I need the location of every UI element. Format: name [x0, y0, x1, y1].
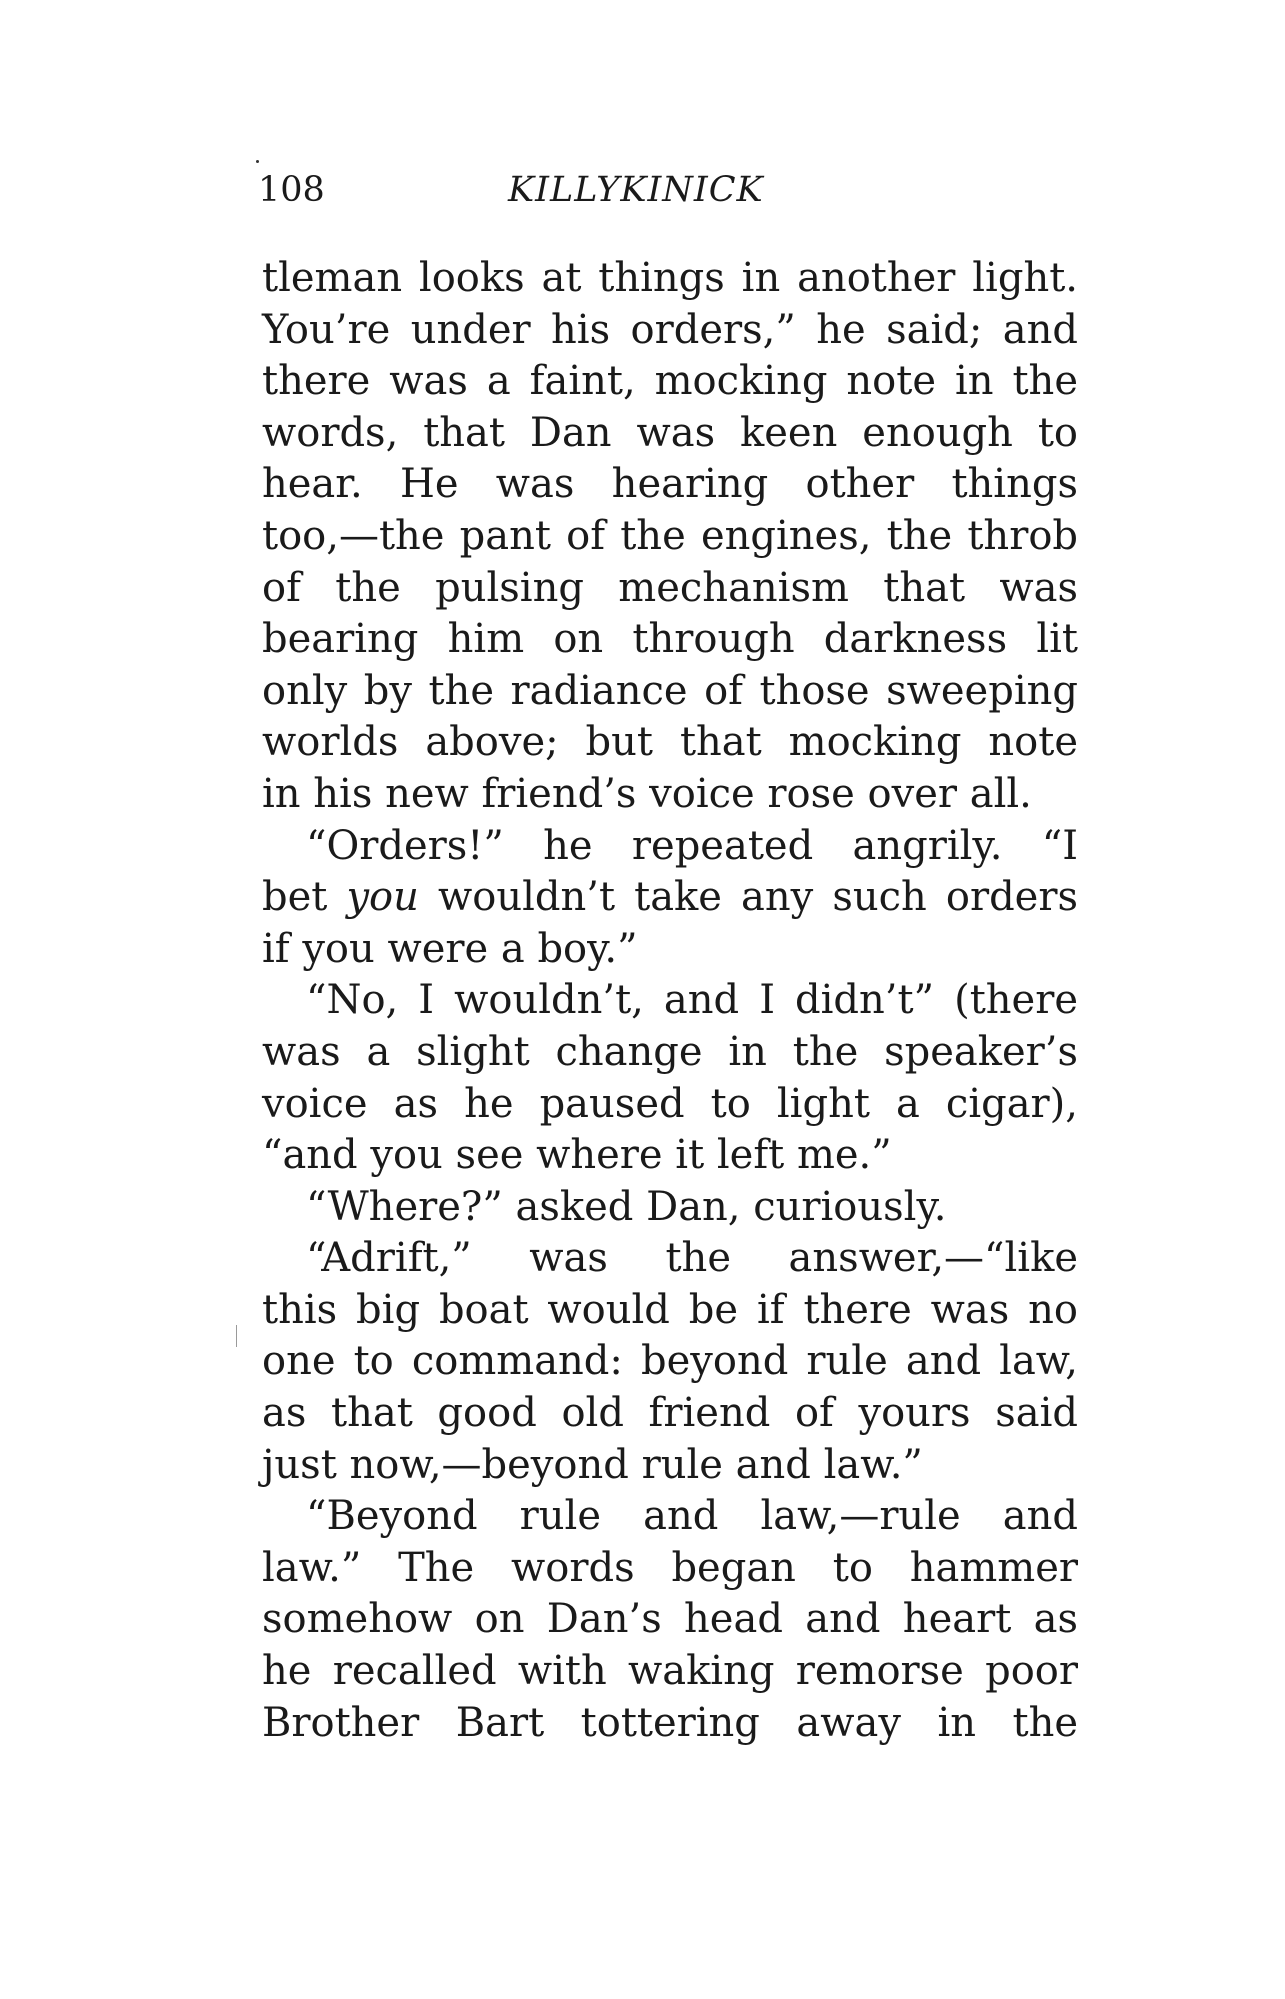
line-remainder: wouldn’t take any such orders	[438, 874, 1079, 921]
text-line: as that good old friend of yours said	[262, 1390, 1078, 1437]
text-line: of the pulsing mechanism that was	[262, 564, 1078, 611]
word-bet: bet	[262, 874, 328, 921]
text-line: this big boat would be if there was no	[262, 1286, 1078, 1333]
text-line: Brother Bart tottering away in the	[262, 1699, 1078, 1746]
text-line: if you were a boy.”	[262, 925, 638, 972]
text-line: “Beyond rule and law,—rule and	[306, 1493, 1078, 1540]
text-line: he recalled with waking remorse poor	[262, 1648, 1078, 1695]
text-line-emphasis	[262, 872, 1078, 924]
text-line: law.” The words began to hammer	[262, 1544, 1078, 1591]
text-line: too,—the pant of the engines, the throb	[262, 512, 1078, 559]
text-line: voice as he paused to light a cigar),	[262, 1080, 1078, 1127]
print-speck	[256, 160, 259, 163]
text-line: bearing him on through darkness lit	[262, 616, 1078, 663]
text-line: just now,—beyond rule and law.”	[262, 1441, 923, 1488]
text-line: “and you see where it left me.”	[262, 1132, 892, 1179]
text-line: tleman looks at things in another light.	[262, 255, 1078, 301]
book-title: KILLYKINICK	[508, 170, 764, 210]
text-line: was a slight change in the speaker’s	[262, 1028, 1078, 1075]
text-line: “No, I wouldn’t, and I didn’t” (there	[306, 977, 1078, 1024]
body-text	[262, 253, 1078, 1749]
text-line: “Where?” asked Dan, curiously.	[306, 1183, 947, 1230]
text-line: one to command: beyond rule and law,	[262, 1338, 1078, 1385]
text-line: “Orders!” he repeated angrily. “I	[306, 822, 1078, 869]
text-line: You’re under his orders,” he said; and	[262, 306, 1078, 353]
text-line: in his new friend’s voice rose over all.	[262, 770, 1032, 817]
text-line: words, that Dan was keen enough to	[262, 409, 1078, 456]
text-line: somehow on Dan’s head and heart as	[262, 1596, 1078, 1643]
text-line: “Adrift,” was the answer,—“like	[306, 1235, 1078, 1282]
running-head	[258, 165, 1078, 215]
text-line: hear. He was hearing other things	[262, 461, 1078, 508]
text-line: worlds above; but that mocking note	[262, 719, 1078, 766]
margin-mark	[236, 1325, 237, 1347]
page-number: 108	[258, 170, 325, 210]
emphasized-word: you	[346, 874, 419, 921]
text-line: there was a faint, mocking note in the	[262, 358, 1078, 405]
text-line: only by the radiance of those sweeping	[262, 667, 1078, 714]
